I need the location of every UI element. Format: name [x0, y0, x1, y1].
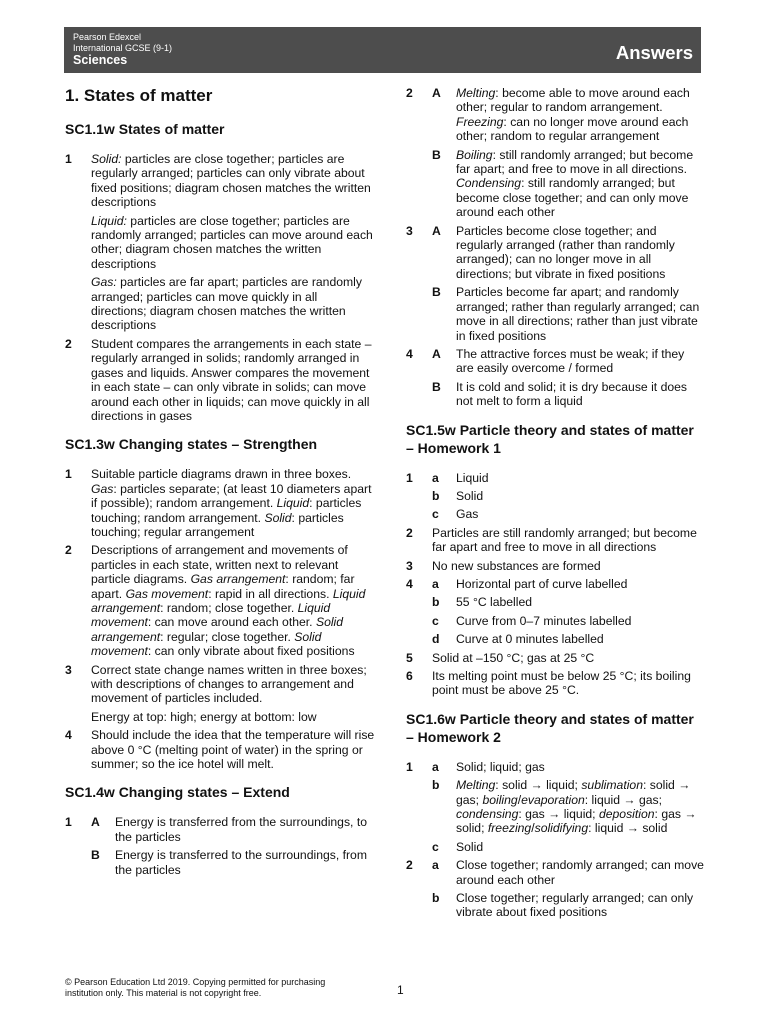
sub-answer [432, 224, 704, 282]
section-title-sc1-4w: SC1.4w Changing states – Extend [65, 784, 290, 801]
answer-text: Curve from 0–7 minutes labelled [456, 613, 632, 628]
answer-text: Student compares the arrangements in each state – regularly arranged in solids; randomly arranged in gases and liquids. Answer compares the movement in each state – can only vibrate in solids; can move around each other in liquids; can move quickly in all directions in gases [91, 336, 372, 423]
answer-text: Close together; regularly arranged; can only vibrate about fixed positions [456, 891, 694, 920]
page-number: 1 [397, 983, 404, 997]
sub-letter: c [432, 613, 439, 628]
answer-text: Solid [456, 839, 484, 854]
answer-number: 2 [406, 525, 413, 540]
answer-text: Its melting point must be below 25 °C; its boiling point must be above 25 °C. [432, 669, 691, 698]
sub-letter: c [432, 839, 439, 854]
sub-letter: b [432, 778, 440, 793]
answer-item [65, 728, 375, 771]
page-title: Answers [615, 42, 693, 63]
answer-text: Curve at 0 minutes labelled [456, 632, 604, 647]
answer-number: 3 [406, 558, 413, 573]
answer-item [406, 559, 704, 573]
answer-text: Boiling: still randomly arranged; but become far apart; and free to move in all directions. Condensing: still randomly arranged; but become close together; and can only move around each other [456, 147, 694, 220]
answer-number: 2 [406, 858, 413, 873]
header-bar [64, 27, 701, 73]
answer-item [406, 526, 704, 555]
answer-item [65, 663, 375, 725]
answer-text: It is cold and solid; it is dry because it does not melt to form a liquid [456, 379, 688, 409]
sub-letter: B [432, 285, 441, 300]
answer-item [406, 858, 704, 920]
answer-text: No new substances are formed [432, 558, 601, 573]
answer-text: Liquid: particles are close together; particles are randomly arranged; particles can move around each other; diagram chosen matches the written descriptions [91, 213, 373, 271]
sub-answer [432, 760, 704, 774]
brand-line1: Pearson Edexcel [73, 32, 142, 42]
section-sc1-5w [406, 471, 704, 698]
section-title-sc1-1w: SC1.1w States of matter [65, 121, 225, 137]
answer-text: Particles become far apart; and randomly arranged; rather than regularly arranged; can move in all directions; rather than just vibrate in fixed positions [456, 285, 700, 343]
sub-answer [432, 858, 704, 887]
section-title-sc1-5w: SC1.5w Particle theory and states of matter – Homework 1 [406, 421, 694, 456]
sub-letter: B [432, 379, 441, 394]
answer-text: Melting: become able to move around each other; regular to random arrangement. Freezing: can no longer move around each other; random to regular arrangement [456, 86, 690, 144]
answer-item [406, 760, 704, 854]
answer-item [65, 815, 375, 877]
sub-answer [432, 507, 704, 521]
section-sc1-4w-continued [406, 86, 704, 409]
sub-answer [91, 848, 375, 877]
answer-number: 5 [406, 650, 413, 665]
answer-text: The attractive forces must be weak; if they are easily overcome / formed [456, 346, 685, 376]
answer-number: 4 [65, 728, 72, 743]
sub-answer [432, 86, 704, 144]
sub-answer [432, 614, 704, 628]
section-sc1-1w [65, 152, 375, 423]
answer-item [406, 577, 704, 647]
answer-text: Solid at –150 °C; gas at 25 °C [432, 650, 595, 665]
sub-answer [432, 148, 704, 220]
section-sc1-4w [65, 815, 375, 877]
answer-number: 1 [65, 815, 72, 830]
answer-number: 2 [65, 336, 72, 351]
sub-letter: d [432, 632, 440, 647]
sub-letter: a [432, 759, 439, 774]
answer-item [65, 152, 375, 333]
section-sc1-3w [65, 467, 375, 771]
answer-number: 2 [406, 86, 413, 100]
section-title-sc1-6w: SC1.6w Particle theory and states of matter – Homework 2 [406, 710, 694, 745]
sub-answer [432, 891, 704, 920]
answer-number: 4 [406, 346, 413, 361]
sub-letter: b [432, 891, 440, 906]
answer-text: Solid; liquid; gas [456, 759, 545, 774]
answer-number: 6 [406, 669, 413, 683]
sub-answer [432, 380, 704, 409]
section-sc1-6w [406, 760, 704, 920]
answer-item [406, 471, 704, 522]
answer-text: Solid [456, 488, 484, 503]
answer-number: 1 [406, 759, 413, 774]
sub-letter: b [432, 595, 440, 610]
answer-item [406, 224, 704, 343]
answer-number: 4 [406, 576, 413, 591]
answer-number: 1 [406, 470, 413, 485]
sub-letter: A [432, 223, 441, 238]
brand-line3: Sciences [73, 53, 128, 67]
sub-letter: B [432, 147, 441, 162]
answer-number: 3 [406, 223, 413, 238]
section-title-sc1-3w: SC1.3w Changing states – Strengthen [65, 436, 318, 453]
sub-letter: b [432, 488, 440, 503]
sub-answer [432, 840, 704, 854]
answer-number: 2 [65, 543, 72, 558]
sub-letter: A [91, 815, 100, 830]
answer-text: Solid: particles are close together; particles are regularly arranged; particles can only vibrate about fixed positions; diagram chosen matches the written descriptions [91, 152, 371, 210]
footer-copyright: © Pearson Education Ltd 2019. Copying permitted for purchasing institution only. This material is not copyright free. [65, 977, 326, 998]
brand-logo [73, 32, 172, 66]
answer-item [65, 543, 375, 658]
sub-letter: B [91, 848, 100, 863]
answer-text: Melting: solid → liquid; sublimation: solid → gas; boiling/evaporation: liquid → gas; condensing: gas → liquid; deposition: gas → solid; freezing/solidifying: liquid → solid [456, 778, 697, 836]
answer-text: Close together; randomly arranged; can move around each other [456, 858, 704, 887]
answer-text: Gas [456, 507, 479, 522]
answer-item [406, 86, 704, 220]
answer-number: 3 [65, 662, 72, 677]
sub-answer [432, 595, 704, 609]
sub-letter: A [432, 346, 441, 361]
answer-text: Correct state change names written in three boxes; with descriptions of changes to arrangement and movement of particles included. [91, 662, 367, 706]
answer-text: Energy is transferred from the surroundings, to the particles [115, 815, 367, 844]
answer-text: Should include the idea that the temperature will rise above 0 °C (melting point of water) in the spring or summer; so the ice hotel will melt. [91, 728, 375, 772]
sub-letter: A [432, 86, 441, 100]
sub-answer [432, 489, 704, 503]
sub-answer [432, 577, 704, 591]
sub-answer [432, 347, 704, 376]
answer-text: Particles are still randomly arranged; but become far apart and free to move in all directions [432, 525, 697, 555]
sub-letter: a [432, 470, 439, 485]
answer-text: Liquid [456, 470, 489, 485]
sub-letter: c [432, 507, 439, 522]
sub-letter: a [432, 576, 439, 591]
sub-answer [432, 285, 704, 343]
right-column [406, 86, 704, 932]
answer-item [65, 467, 375, 539]
answer-text: Gas: particles are far apart; particles are randomly arranged; particles can move quickly in all directions; diagram chosen matches the written descriptions [91, 275, 362, 333]
answer-text: Suitable particle diagrams drawn in three boxes. Gas: particles separate; (at least 10 diameters apart if possible); random arrangement. Liquid: particles touching; random arrangement. Solid: particles touching; regular arrangement [91, 467, 372, 539]
sub-answer [432, 778, 704, 836]
answer-item [65, 337, 375, 423]
answer-text: Horizontal part of curve labelled [456, 576, 628, 591]
answer-item [406, 347, 704, 409]
answer-item [406, 651, 704, 665]
sub-answer [91, 815, 375, 844]
answer-text: Descriptions of arrangement and movements of particles in each state, written next to relevant particle diagrams. Gas arrangement: random; far apart. Gas movement: rapid in all directions. Liquid arrangement: random; close together. Liquid movement: can move around each other. Solid arrangement: regular; close together. Solid movement: can only vibrate about fixed positions [91, 543, 366, 659]
answer-item [406, 669, 704, 698]
main-title: 1. States of matter [65, 86, 213, 105]
brand-line2: International GCSE (9-1) [73, 42, 173, 53]
answer-number: 1 [65, 152, 72, 166]
sub-letter: a [432, 858, 439, 873]
answer-text: 55 °C labelled [456, 595, 533, 610]
sub-answer [432, 632, 704, 646]
answer-number: 1 [65, 467, 72, 482]
answer-text: Energy at top: high; energy at bottom: low [91, 709, 317, 724]
sub-answer [432, 471, 704, 485]
answer-text: Energy is transferred to the surroundings, from the particles [115, 848, 367, 877]
answer-text: Particles become close together; and regularly arranged (rather than randomly arranged); can no longer move in all directions; but vibrate in fixed positions [456, 223, 675, 281]
left-column [65, 86, 375, 889]
